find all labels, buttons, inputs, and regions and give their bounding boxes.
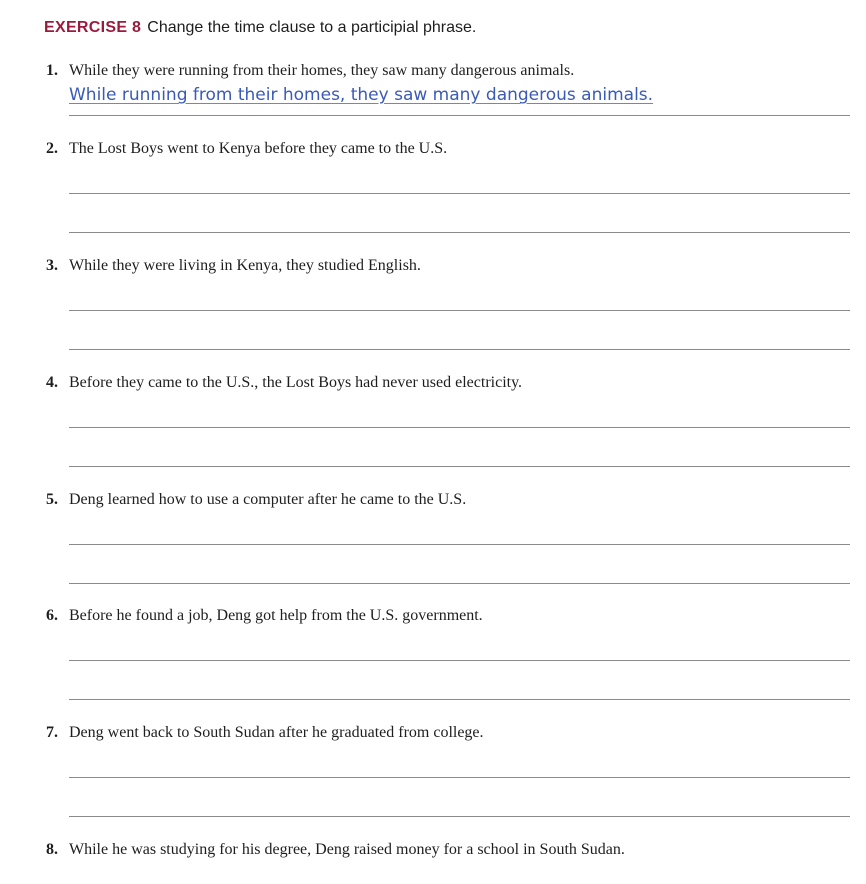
answer-line[interactable] (69, 816, 850, 817)
item-number: 1. (46, 62, 58, 79)
answer-line[interactable] (69, 349, 850, 350)
item-number: 4. (46, 374, 58, 391)
item-sentence: The Lost Boys went to Kenya before they came to the U.S. (69, 140, 448, 157)
answer-line[interactable] (69, 427, 850, 428)
item-number: 7. (46, 724, 58, 741)
exercise-label: EXERCISE 8 (44, 19, 142, 36)
answer-line[interactable] (69, 466, 850, 467)
item-number: 2. (46, 140, 58, 157)
answer-line[interactable] (69, 193, 850, 194)
answer-text: While running from their homes, they saw many dangerous animals. (69, 85, 654, 105)
item-number: 5. (46, 491, 58, 508)
exercise-instruction: Change the time clause to a participial phrase. (147, 19, 477, 36)
item-number: 3. (46, 257, 58, 274)
answer-line[interactable] (69, 115, 850, 116)
item-sentence: Deng learned how to use a computer after he came to the U.S. (69, 491, 467, 508)
exercise-header (44, 17, 476, 39)
item-number: 8. (46, 841, 58, 858)
answer-line[interactable] (69, 699, 850, 700)
answer-line[interactable] (69, 310, 850, 311)
item-sentence: Before he found a job, Deng got help from the U.S. government. (69, 607, 483, 624)
item-sentence: Deng went back to South Sudan after he graduated from college. (69, 724, 484, 741)
answer-line[interactable] (69, 777, 850, 778)
answer-line[interactable] (69, 232, 850, 233)
item-sentence: While they were running from their homes, they saw many dangerous animals. (69, 62, 575, 79)
item-number: 6. (46, 607, 58, 624)
answer-line[interactable] (69, 544, 850, 545)
item-sentence: While he was studying for his degree, Deng raised money for a school in South Sudan. (69, 841, 625, 858)
item-sentence: While they were living in Kenya, they studied English. (69, 257, 421, 274)
item-sentence: Before they came to the U.S., the Lost Boys had never used electricity. (69, 374, 523, 391)
answer-line[interactable] (69, 660, 850, 661)
answer-line[interactable] (69, 583, 850, 584)
